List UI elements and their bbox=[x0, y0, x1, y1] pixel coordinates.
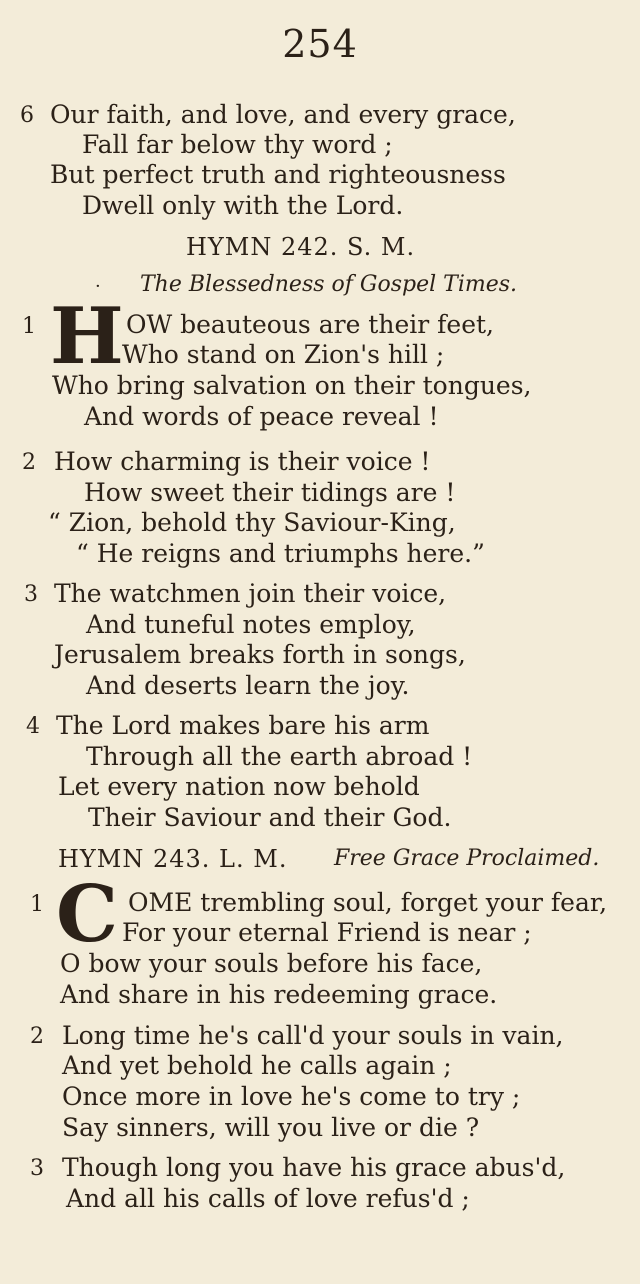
verse-line: OME trembling soul, forget your fear, bbox=[128, 888, 608, 917]
ornament-dot: · bbox=[95, 276, 101, 297]
verse-line: For your eternal Friend is near ; bbox=[122, 918, 532, 947]
drop-cap: C bbox=[56, 869, 119, 960]
verse-line: OW beauteous are their feet, bbox=[126, 310, 494, 339]
hymn-heading: HYMN 242. S. M. bbox=[186, 233, 416, 261]
verse-line: And all his calls of love refus'd ; bbox=[66, 1184, 470, 1213]
verse-line: The watchmen join their voice, bbox=[54, 579, 447, 608]
verse-line: How charming is their voice ! bbox=[54, 447, 431, 476]
verse-line: Who stand on Zion's hill ; bbox=[122, 340, 445, 369]
stanza-number: 1 bbox=[30, 892, 44, 917]
verse-line: And share in his redeeming grace. bbox=[60, 980, 498, 1009]
verse-line: O bow your souls before his face, bbox=[60, 949, 483, 978]
verse-line: Though long you have his grace abus'd, bbox=[62, 1153, 566, 1182]
stanza-number: 1 bbox=[22, 314, 36, 339]
stanza-number: 2 bbox=[30, 1024, 44, 1049]
verse-line: And deserts learn the joy. bbox=[86, 671, 410, 700]
verse-line: Say sinners, will you live or die ? bbox=[62, 1113, 480, 1142]
verse-line: Through all the earth abroad ! bbox=[86, 742, 473, 771]
verse-line: Jerusalem breaks forth in songs, bbox=[54, 640, 466, 669]
verse-line: The Lord makes bare his arm bbox=[56, 711, 430, 740]
verse-line: Who bring salvation on their tongues, bbox=[52, 371, 532, 400]
stanza-number: 3 bbox=[24, 582, 38, 607]
verse-line: Our faith, and love, and every grace, bbox=[50, 100, 516, 129]
verse-line: “ He reigns and triumphs here.” bbox=[76, 539, 485, 568]
verse-line: Long time he's call'd your souls in vain, bbox=[62, 1021, 564, 1050]
stanza-number: 3 bbox=[30, 1156, 44, 1181]
verse-line: And words of peace reveal ! bbox=[84, 402, 439, 431]
verse-line: “ Zion, behold thy Saviour-King, bbox=[48, 508, 456, 537]
hymn-subtitle: Free Grace Proclaimed. bbox=[334, 846, 600, 871]
page-number: 254 bbox=[282, 22, 358, 66]
verse-line: And yet behold he calls again ; bbox=[62, 1051, 452, 1080]
verse-line: But perfect truth and righteousness bbox=[50, 160, 506, 189]
hymn-heading: HYMN 243. L. M. bbox=[58, 845, 288, 873]
verse-line: Once more in love he's come to try ; bbox=[62, 1082, 521, 1111]
drop-cap: H bbox=[50, 291, 124, 382]
verse-line: How sweet their tidings are ! bbox=[84, 478, 456, 507]
verse-line: Fall far below thy word ; bbox=[82, 130, 393, 159]
hymn-subtitle: The Blessedness of Gospel Times. bbox=[140, 272, 518, 297]
stanza-number: 2 bbox=[22, 450, 36, 475]
stanza-number: 6 bbox=[20, 103, 34, 128]
verse-line: Dwell only with the Lord. bbox=[82, 191, 404, 220]
stanza-number: 4 bbox=[26, 714, 40, 739]
verse-line: Their Saviour and their God. bbox=[88, 803, 452, 832]
verse-line: Let every nation now behold bbox=[58, 772, 420, 801]
verse-line: And tuneful notes employ, bbox=[86, 610, 416, 639]
